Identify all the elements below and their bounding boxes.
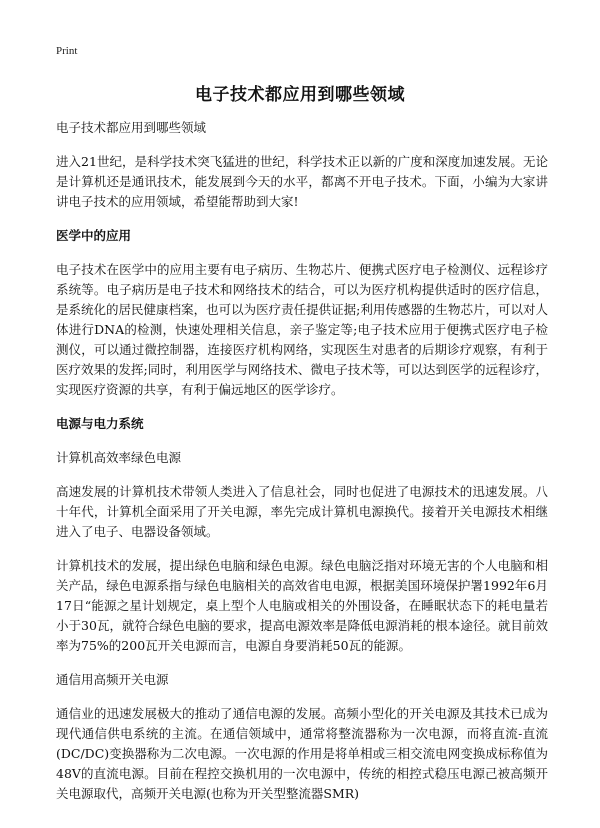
- green-power-paragraph-1: 高速发展的计算机技术带领人类进入了信息社会，同时也促进了电源技术的迅速发展。八十年代，计算机全面采用了开关电源，率先完成计算机电源换代。接着开关电源技术相继进入了电子、电器设备领域。: [56, 484, 548, 539]
- medical-paragraph: 电子技术在医学中的应用主要有电子病历、生物芯片、便携式医疗电子检测仪、远程诊疗系统等。电子病历是电子技术和网络技术的结合，可以为医疗机构提供适时的医疗信息，是系统化的居民健康档案，也可以为医疗责任提供证据;利用传感器的生物芯片，可以对人体进行DNA的检测，快速处理相关信息，亲子鉴定等;电子技术应用于便携式医疗电子检测仪，可以通过微控制器，连接医疗机构网络，实现医生对患者的后期诊疗观察，有利于医疗效果的发挥;同时，利用医学与网络技术、微电子技术等，可以达到医学的远程诊疗，实现医疗资源的共享，有利于偏远地区的医学诊疗。: [56, 262, 548, 397]
- subheading-green-power: 计算机高效率绿色电源: [56, 450, 182, 465]
- section-heading-medical: 医学中的应用: [56, 228, 132, 243]
- subheading-telecom-power: 通信用高频开关电源: [56, 672, 169, 687]
- article-body: [56, 118, 548, 818]
- article-subtitle: 电子技术都应用到哪些领域: [56, 120, 207, 135]
- telecom-power-paragraph: 通信业的迅速发展极大的推动了通信电源的发展。高频小型化的开关电源及其技术已成为现代通信供电系统的主流。在通信领域中，通常将整流器称为一次电源，而将直流-直流(DC/DC)变换器称为二次电源。一次电源的作用是将单相或三相交流电网变换成标称值为48V的直流电源。目前在程控交换机用的一次电源中，传统的相控式稳压电源己被高频开关电源取代，高频开关电源(也称为开关型整流器SMR): [56, 706, 548, 801]
- print-link[interactable]: Print: [56, 45, 78, 57]
- article-title: 电子技术都应用到哪些领域: [195, 85, 405, 105]
- section-heading-power: 电源与电力系统: [56, 416, 144, 431]
- green-power-paragraph-2: 计算机技术的发展，提出绿色电脑和绿色电源。绿色电脑泛指对环境无害的个人电脑和相关产品，绿色电源系指与绿色电脑相关的高效省电电源，根据美国环境保护署1992年6月17日“能源之星计划规定，桌上型个人电脑或相关的外围设备，在睡眠状态下的耗电量若小于30瓦，就符合绿色电脑的要求，提高电源效率是降低电源消耗的根本途径。就目前效率为75%的200瓦开关电源而言，电源自身要消耗50瓦的能源。: [56, 558, 548, 653]
- intro-paragraph: 进入21世纪，是科学技术突飞猛进的世纪，科学技术正以新的广度和深度加速发展。无论是计算机还是通讯技术，能发展到今天的水平，都离不开电子技术。下面，小编为大家讲讲电子技术的应用领域，希望能帮助到大家!: [56, 154, 548, 209]
